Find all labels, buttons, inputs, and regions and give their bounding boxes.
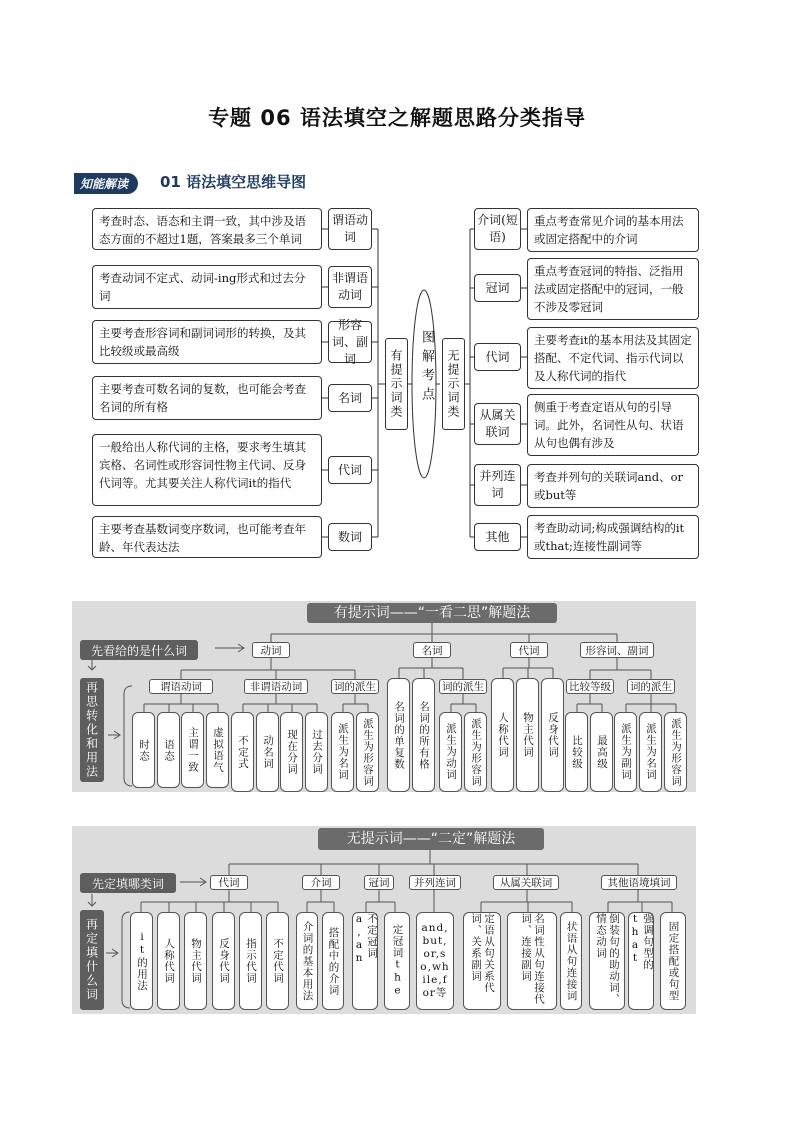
leaf2-12: 名词性从句连接代词、连接副词 <box>507 912 557 1010</box>
leaf2-2: 物主代词 <box>184 912 207 1010</box>
leaf2-14: 倒装句的助动词、情态动词 <box>589 912 625 1010</box>
right-desc: 重点考查常见介词的基本用法或固定搭配中的介词 <box>527 208 699 252</box>
panel2-step1: 先定填哪类词 <box>80 873 176 893</box>
left-category: 数词 <box>328 523 372 551</box>
leaf2-7: 搭配中的介词 <box>322 912 344 1010</box>
right-desc: 考查助动词;构成强调结构的it或that;连接性副词等 <box>527 515 699 559</box>
leaf-18: 最高级 <box>590 712 613 792</box>
left-category: 形容词、副词 <box>328 321 372 363</box>
leaf-4: 不定式 <box>231 712 254 792</box>
group2: 介词 <box>302 875 340 890</box>
leaf-16: 反身代词 <box>541 678 564 792</box>
right-desc: 侧重于考查定语从句的引导词。此外，名词性从句、状语从句也偶有涉及 <box>527 394 699 456</box>
leaf-5: 动名词 <box>256 712 279 792</box>
panel2-step2: 再定填什么词 <box>80 910 104 1010</box>
group-pronoun: 代词 <box>510 642 548 658</box>
group2: 其他语境填词 <box>601 875 677 890</box>
leaf2-8: 不定冠词a,an <box>352 912 378 1010</box>
leaf-8: 派生为名词 <box>331 712 354 792</box>
leaf-6: 现在分词 <box>280 712 303 792</box>
leaf2-0: it的用法 <box>130 912 153 1010</box>
group2: 从属关联词 <box>493 875 559 890</box>
leaf2-15: 强调句型的that <box>628 912 654 1010</box>
right-category: 并列连词 <box>474 464 521 506</box>
leaf-12: 派生为动词 <box>439 712 462 792</box>
leaf2-13: 状语从句连接词 <box>560 912 582 1010</box>
leaf-13: 派生为形容词 <box>464 712 487 792</box>
left-category: 谓语动词 <box>328 208 372 250</box>
group-noun: 名词 <box>413 642 451 658</box>
panel2-title: 无提示词——“二定”解题法 <box>318 828 544 850</box>
left-desc: 考查时态、语态和主谓一致，其中涉及语态方面的不超过1题，答案最多三个单词 <box>92 208 322 250</box>
leaf-9: 派生为形容词 <box>356 712 379 792</box>
panel1-title: 有提示词——“一看二思”解题法 <box>307 603 557 623</box>
leaf-2: 主谓一致 <box>181 712 204 788</box>
left-desc: 考查动词不定式、动词-ing形式和过去分词 <box>92 265 322 309</box>
leaf-3: 虚拟语气 <box>206 712 229 788</box>
sub-group: 谓语动词 <box>149 679 213 694</box>
leaf-10: 名词的单复数 <box>387 678 410 792</box>
leaf2-5: 不定代词 <box>266 912 289 1010</box>
leaf-1: 语态 <box>157 712 180 788</box>
left-desc: 主要考查可数名词的复数，也可能会考查名词的所有格 <box>92 376 322 420</box>
sub-group: 词的派生 <box>439 679 487 694</box>
left-category: 非谓语动词 <box>328 266 372 308</box>
right-category: 冠词 <box>474 274 521 302</box>
right-category: 从属关联词 <box>474 403 521 445</box>
leaf-20: 派生为名词 <box>639 712 662 792</box>
leaf2-1: 人称代词 <box>157 912 180 1010</box>
left-desc: 主要考查基数词变序数词，也可能考查年龄、年代表达法 <box>92 516 322 558</box>
right-desc: 主要考查it的基本用法及其固定搭配、不定代词、指示代词以及人称代词的指代 <box>527 327 699 389</box>
right-category: 代词 <box>474 343 521 371</box>
left-desc: 主要考查形容词和副词词形的转换，及其比较级或最高级 <box>92 320 322 364</box>
section-heading: 01 语法填空思维导图 <box>160 173 307 191</box>
page-title: 专题 06 语法填空之解题思路分类指导 <box>208 106 586 130</box>
sub-group: 比较等级 <box>566 679 614 694</box>
panel1-step2: 再思转化和用法 <box>80 678 104 782</box>
left-category: 代词 <box>328 456 372 484</box>
group2: 冠词 <box>364 875 394 890</box>
leaf2-4: 指示代词 <box>239 912 262 1010</box>
group-adj-adv: 形容词、副词 <box>580 642 654 658</box>
leaf-7: 过去分词 <box>305 712 328 792</box>
leaf2-16: 固定搭配或句型 <box>660 912 686 1010</box>
leaf2-3: 反身代词 <box>212 912 235 1010</box>
leaf2-10: and,but,or,so,while,for等 <box>416 912 454 1010</box>
right-desc: 考查并列句的关联词and、or或but等 <box>527 464 699 508</box>
leaf2-9: 定冠词the <box>384 912 410 1010</box>
leaf-14: 人称代词 <box>491 678 514 792</box>
right-hub: 无提示词类 <box>442 338 465 430</box>
right-desc: 重点考查冠词的特指、泛指用法或固定搭配中的冠词，一般不涉及零冠词 <box>527 258 699 320</box>
leaf-19: 派生为副词 <box>614 712 637 792</box>
leaf-0: 时态 <box>132 712 155 788</box>
sub-group: 非谓语动词 <box>244 679 308 694</box>
group-verb: 动词 <box>252 642 290 658</box>
leaf-21: 派生为形容词 <box>664 712 687 792</box>
group2: 代词 <box>210 875 248 890</box>
left-desc: 一般给出人称代词的主格，要求考生填其宾格、名词性或形容词性物主代词、反身代词等。尤其要关注人称代词it的指代 <box>92 434 322 506</box>
leaf-11: 名词的所有格 <box>412 678 435 792</box>
section-tag: 知能解读 <box>74 173 138 194</box>
panel1-step1: 先看给的是什么词 <box>80 640 198 660</box>
sub-group: 词的派生 <box>627 679 675 694</box>
leaf2-11: 定语从句关系代词、关系副词 <box>463 912 501 1010</box>
sub-group: 词的派生 <box>331 679 379 694</box>
left-category: 名词 <box>328 384 372 412</box>
right-category: 介词(短语) <box>474 208 521 250</box>
right-category: 其他 <box>474 523 521 551</box>
leaf-15: 物主代词 <box>516 678 539 792</box>
center-node: 图解考点 <box>419 330 434 406</box>
left-hub: 有提示词类 <box>385 338 408 430</box>
leaf2-6: 介词的基本用法 <box>296 912 318 1010</box>
leaf-17: 比较级 <box>565 712 588 792</box>
group2: 并列连词 <box>409 875 461 890</box>
